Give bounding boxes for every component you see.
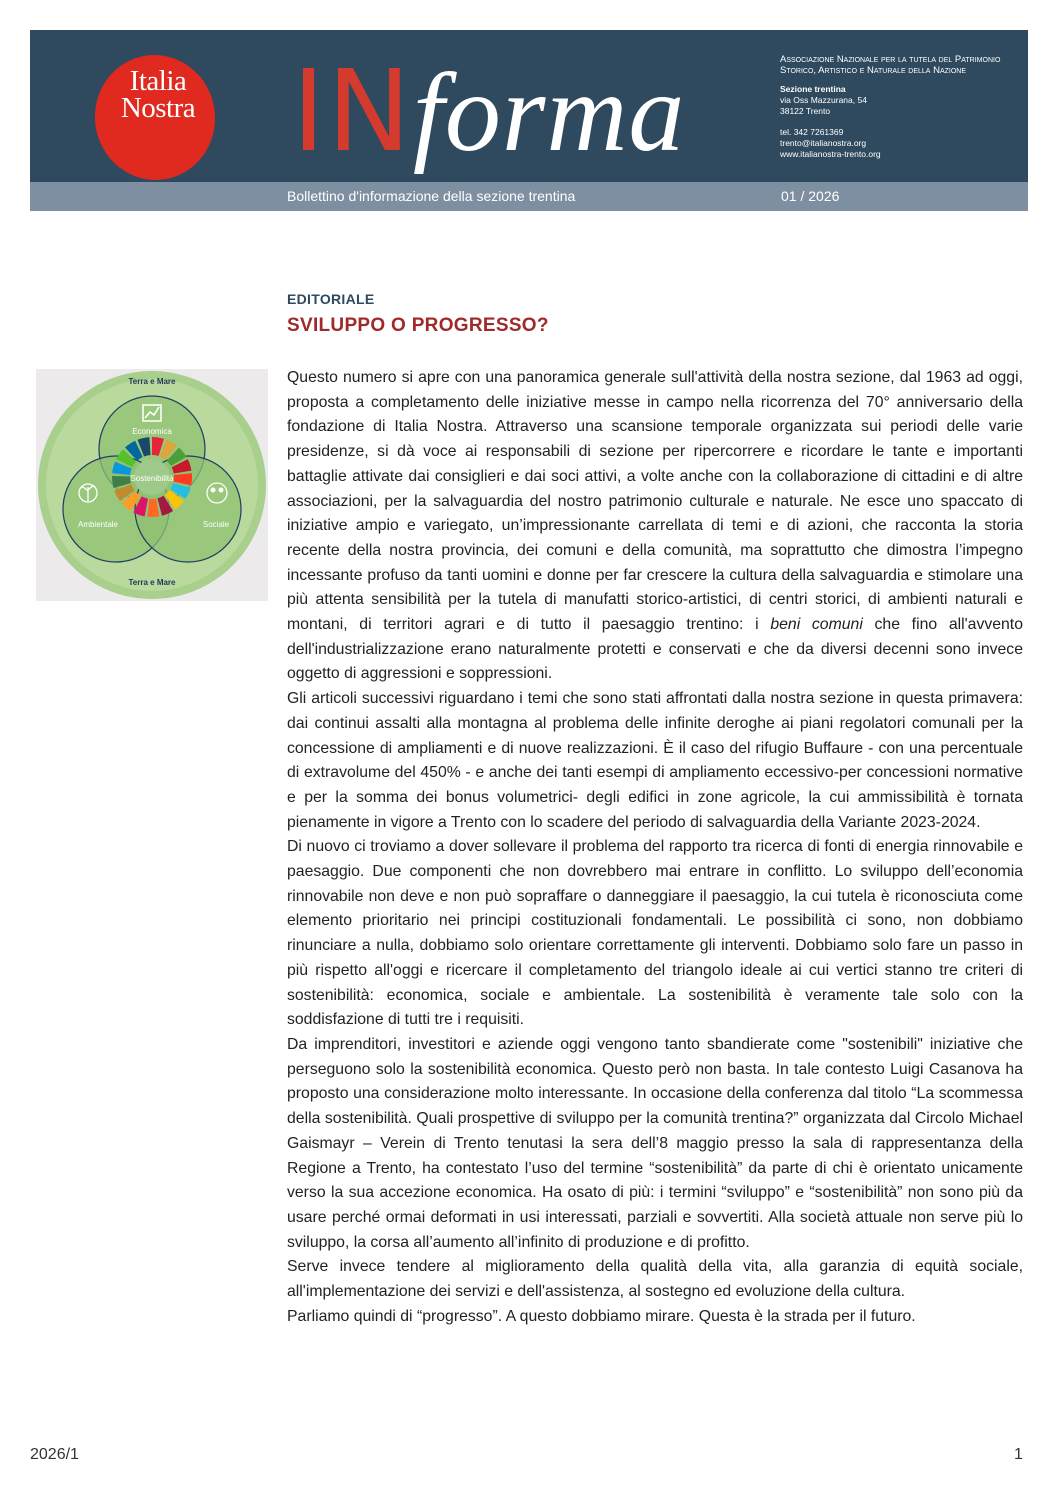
logo-line-2: Nostra (120, 92, 196, 124)
association-name-2: Storico, Artistico e Naturale della Nazione (780, 65, 967, 76)
bulletin-subtitle: Bollettino d'informazione della sezione trentina (287, 188, 576, 204)
top-label: Terra e Mare (128, 377, 176, 386)
logo-line-1: Italia (129, 65, 187, 97)
association-info (780, 54, 1025, 160)
bottom-label: Terra e Mare (128, 578, 176, 587)
masthead-forma: forma (412, 51, 686, 175)
footer-issue: 2026/1 (30, 1446, 79, 1463)
website: www.italianostra-trento.org (780, 149, 881, 159)
people-icon-head-2 (219, 488, 224, 493)
paragraph-1-start: Questo numero si apre con una panoramica generale sull'attività della nostra sezione, dal 1963 ad oggi, proposta a completamento delle iniziative messe in campo nella ricorrenza del 70° anniversario della fondazione di Italia Nostra. Attraverso una scansione temporale organizzata sui periodi delle varie presidenze, si dà voce ai responsabili di sezione per ripercorrere e ricordare le tante e importanti battaglie attivate dai consiglieri e dai soci attivi, a volte anche con la collaborazione di cittadini e di altre associazioni, per la salvaguardia del nostro patrimonio culturale e naturale. Ne esce uno spaccato di iniziative ampio e variegato, un’impressionante carrellata di temi e di azioni, che racconta la storia recente della nostra provincia, dei comuni e della comunità, ma soprattutto che dimostra l’impegno incessante profuso da tanti uomini e donne per far crescere la cultura della salvaguardia e stimolare una più attenta sensibilità per la tutela di manufatti storico-artistici, di centri storici, di ambienti naturali e montani, di territori agrari e di tutto il paesaggio trentino: i (287, 369, 1023, 634)
paragraph-3: Di nuovo ci troviamo a dover sollevare il problema del rapporto tra ricerca di fonti di energia rinnovabile e paesaggio. Due componenti che non dovrebbero mai entrare in conflitto. Lo sviluppo dell’economia rinnovabile non deve e non può sopraffare o danneggiare il paesaggio, la cui tutela è riconosciuta come elemento prioritario nei principi costituzionali fondamentali. Le possibilità ci sono, non dobbiamo rinunciare a nulla, dobbiamo solo orientare correttamente gli interventi. Dobbiamo solo fare un passo in più rispetto all'oggi e ricercare il completamento del triangolo ideale ai cui vertici stanno tre criteri di sostenibilità: economica, sociale e ambientale. La sostenibilità è veramente tale solo con la soddisfazione di tutti tre i requisiti. (287, 838, 1023, 1029)
ambientale-label: Ambientale (77, 520, 119, 529)
issue-number: 01 / 2026 (781, 188, 840, 204)
editorial-body (287, 366, 1023, 1329)
paragraph-6: Parliamo quindi di “progresso”. A questo dobbiamo mirare. Questa è la strada per il futuro. (287, 1307, 916, 1325)
masthead-in: IN (292, 47, 413, 177)
phone: tel. 342 7261369 (780, 127, 844, 137)
beni-comuni-emphasis: beni comuni (770, 616, 863, 634)
people-icon-head-1 (211, 488, 216, 493)
article-title: SVILUPPO O PROGRESSO? (287, 315, 549, 336)
economica-label: Economica (132, 427, 172, 436)
masthead-title (292, 47, 686, 177)
email: trento@italianostra.org (780, 138, 867, 148)
logo-text (98, 65, 218, 124)
paragraph-1 (287, 366, 1023, 687)
paragraph-4: Da imprenditori, investitori e aziende oggi vengono tanto sbandierate come "sostenibili" iniziative che perseguono solo la sostenibilità economica. Questo però non basta. In tale contesto Luigi Casanova ha proposto una considerazione molto interessante. In occasione della conferenza dal titolo “La scommessa della sostenibilità. Quali prospettive di sviluppo per la comunità trentina?” organizzata dal Circolo Michael Gaismayr – Verein di Trento tenutasi la sera dell’8 maggio presso la sala di rappresentanza della Regione a Trento, ha contestato l’uso del termine “sostenibilità” da parte di chi è orientato unicamente verso la sua accezione economica. Ha osato di più: i termini “sviluppo” e “sostenibilità” non sono più da usare perché ormai deformati in usi interessati, parziali e sovvertiti. Alla società attuale non serve più lo sviluppo, la corsa all’aumento all’infinito di produzione e di profitto. (287, 1035, 1023, 1251)
masthead-header (30, 30, 1028, 182)
sustainability-venn-svg (36, 369, 268, 601)
paragraph-2: Gli articoli successivi riguardano i temi che sono stati affrontati dalla nostra sezione in questa primavera: dai continui assalti alla montagna al problema delle infinite deroghe ai piani regolatori comunali per la concessione di ampliamenti e di nuove realizzazioni. È il caso del rifugio Buffaure - con una percentuale di extravolume del 450% - e anche dei tanti esempi di ampliamento eccessivo-per concessioni normative e per la somma dei bonus volumetrici- degli edifici in zone agricole, la cui ammissibilità è tornata pienamente in vigore a Trento con lo scadere del periodo di salvaguardia della Variante 2023-2024. (287, 690, 1023, 831)
paragraph-1-end: che fino all'avvento dell'industrializzazione erano naturalmente protetti e conservati e che da diversi decenni sono invece oggetto di aggressioni e soppressioni. (287, 616, 1023, 683)
sociale-label: Sociale (202, 520, 230, 529)
association-name-1: Associazione Nazionale per la tutela del Patrimonio (780, 54, 1001, 65)
section-name: Sezione trentina (780, 84, 846, 94)
page-number: 1 (1014, 1446, 1023, 1463)
paragraph-5: Serve invece tendere al miglioramento della qualità della vita, alla garanzia di equità sociale, all'implementazione dei servizi e dell'assistenza, al sostegno ed evoluzione della cultura. (287, 1258, 1023, 1301)
sustainability-diagram (36, 369, 268, 601)
address-line-1: via Oss Mazzurana, 54 (780, 95, 867, 105)
address-line-2: 38122 Trento (780, 106, 831, 116)
sostenibilita-label: Sostenibilità (130, 474, 174, 483)
subtitle-bar (30, 182, 1028, 211)
section-kicker: EDITORIALE (287, 291, 375, 307)
